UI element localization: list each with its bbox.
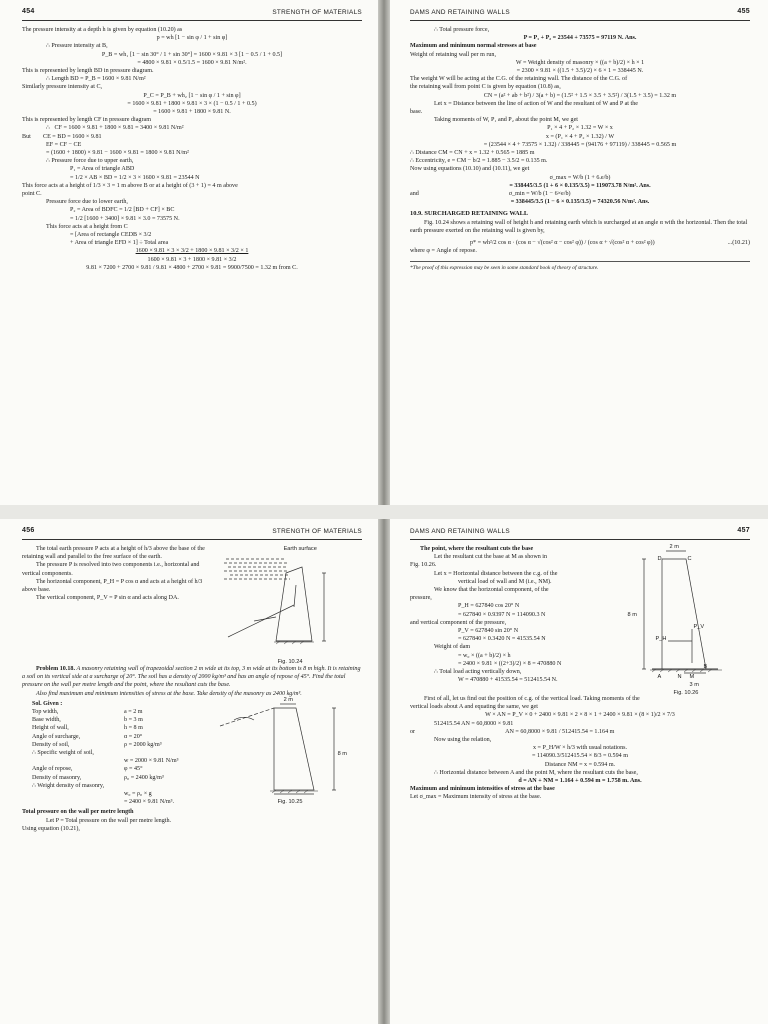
given-label: Density of soil, bbox=[32, 741, 70, 748]
running-header bbox=[22, 8, 362, 21]
equation bbox=[410, 190, 750, 198]
given-row bbox=[22, 765, 208, 773]
given-value: a = 2 m bbox=[124, 709, 143, 716]
text-line: Let the resultant cut the base at M as shown in bbox=[434, 554, 548, 561]
equation-text: CF = 1600 × 9.81 + 1800 × 9.81 = 3400 × 9.81 N/m² bbox=[54, 125, 184, 132]
paragraph: The vertical component, P_V = P sin α and acts along DA. bbox=[36, 595, 179, 602]
equation: = [Area of rectangle CEDB × 3/2 bbox=[70, 232, 152, 239]
equation: P_B = wh₁ [1 − sin 30° / 1 + sin 30°] = 1600 × 9.81 × 3 [1 − 0.5 / 1 + 0.5] bbox=[101, 51, 283, 58]
text-line: Weight of retaining wall per m run, bbox=[410, 51, 496, 58]
problem-statement bbox=[22, 665, 362, 690]
problem-text: A masonry retaining wall of trapezoidal section 2 m wide at its top, 3 m wide at its bottom is 8 m high. It is retaining a soil on its vertical side at a surcharge of 20°. The soil has a density of 2000 kg/m³ and has an angle of repose of 45°. Find the total pressure on the wall per metre length and the point, where the resultant cuts the base. bbox=[22, 666, 361, 689]
given-value: α = 20° bbox=[124, 733, 143, 740]
equation: = 627840 × 0.9397 N = 114090.3 N bbox=[458, 611, 546, 618]
footnote: *The proof of this expression may be seen in some standard book of theory of structure. bbox=[410, 261, 750, 272]
top-width-label: 2 m bbox=[283, 696, 293, 703]
retaining-wall-diagram bbox=[214, 545, 354, 657]
text-line: Using equation (10.21), bbox=[22, 825, 80, 832]
text-line: the retaining wall from point C is given by equation (10.8) as, bbox=[410, 84, 561, 91]
equation: = 2300 × 9.81 × ((1.5 + 3.5)/2) × 6 × 1 = 338445 N. bbox=[516, 68, 644, 75]
equation: CN = (a² + ab + b²) / 3(a + b) = (1.5² + 1.5 × 3.5 + 3.5²) / 3(1.5 + 3.5) = 1.32 m bbox=[483, 92, 677, 99]
given-label bbox=[32, 798, 124, 806]
height-label: 8 m bbox=[337, 750, 347, 757]
page-number: 457 bbox=[737, 527, 750, 534]
fig-label: P_H bbox=[655, 636, 667, 642]
text-line: Let x = Distance between the line of action of W and the resultant of W and P at the bbox=[434, 100, 638, 107]
equation bbox=[22, 133, 362, 141]
solution-label: Sol. Given : bbox=[32, 700, 63, 707]
paragraph: Fig. 10.24 shows a retaining wall of height h and retaining earth which is surcharged at an angle α with the horizontal. Then the total earth pressure exerted on the retaining wall is given by, bbox=[410, 219, 748, 234]
fig-label: B bbox=[703, 664, 708, 670]
equation: Distance NM = x = 0.594 m. bbox=[544, 761, 616, 768]
header-title: STRENGTH OF MATERIALS bbox=[272, 528, 362, 535]
text-line: ∴ Total load acting vertically down, bbox=[434, 669, 522, 676]
header-title: DAMS AND RETAINING WALLS bbox=[410, 528, 510, 535]
text-line: Weight of dam bbox=[434, 644, 471, 651]
page-457 bbox=[388, 519, 768, 1024]
therefore-symbol: ∴ bbox=[46, 125, 50, 132]
equation: = 1600 × 9.81 + 1800 × 9.81 N. bbox=[153, 109, 231, 116]
text-line: point C. bbox=[22, 191, 42, 198]
equation: = 627840 × 0.3420 N = 41535.54 N bbox=[458, 636, 546, 643]
equation: EF = CF − CE bbox=[46, 141, 82, 148]
figure-label: Earth surface bbox=[283, 546, 317, 552]
equation bbox=[22, 124, 362, 132]
text-line: vertical load of wall and M (i.e., NM). bbox=[458, 578, 552, 585]
text-line: Now using the relation, bbox=[434, 737, 492, 744]
text-line: The pressure intensity at a depth h is given by equation (10.20) as bbox=[22, 27, 183, 33]
equation: p = wh [1 − sin φ / 1 + sin φ] bbox=[156, 35, 228, 42]
subheading: Maximum and minimum normal stresses at base bbox=[410, 43, 537, 50]
text-line: ∴ Total pressure force, bbox=[434, 27, 490, 33]
equation: P_H = 627840 cos 20° N bbox=[458, 603, 520, 610]
equation: 512415.54 AN = 60,8000 × 9.81 bbox=[434, 720, 514, 727]
equation-text: σ_min = W/b (1 − 6×e/b) bbox=[508, 191, 571, 198]
equation: = 1/2 [1600 + 3400] × 9.81 × 3.0 = 73575 N. bbox=[70, 215, 180, 222]
figure-caption: Fig. 10.25 bbox=[277, 798, 303, 805]
given-value: ρ = 2000 kg/m³ bbox=[124, 741, 162, 748]
equation: W × AN = P_V × 0 + 2400 × 9.81 × 2 × 8 × 1 + 2400 × 9.81 × (8 × 1)/2 × 7/3 bbox=[485, 712, 675, 719]
fig-label: A bbox=[657, 674, 662, 680]
header-title: STRENGTH OF MATERIALS bbox=[272, 9, 362, 16]
given-value: w₀ = ρ₀ × g bbox=[124, 791, 152, 798]
equation: x = P_H/W × h/3 with usual notations. bbox=[532, 745, 628, 752]
equation: + Area of triangle EFD × 1] ÷ Total area bbox=[70, 240, 169, 247]
given-value: h = 8 m bbox=[124, 725, 143, 732]
given-row bbox=[22, 782, 208, 790]
equation: W = 470880 + 41535.54 = 512415.54 N. bbox=[458, 677, 558, 684]
paragraph: The horizontal component, P_H = P cos α and acts at a height of h/3 above base. bbox=[22, 578, 203, 594]
page-455 bbox=[388, 0, 768, 505]
text-line: First of all, let us find out the position of c.g. of the vertical load. Taking moments of the bbox=[424, 696, 640, 702]
equation: = w₀ × ((a + b)/2) × h bbox=[458, 652, 511, 659]
subheading: Maximum and minimum intensities of stress at the base bbox=[410, 786, 555, 793]
upper-block bbox=[410, 545, 750, 695]
equation: P₁ = Area of triangle ABD bbox=[70, 166, 135, 173]
equation: = 338445/3.5 (1 + 6 × 0.135/3.5) = 119073.78 N/m². Ans. bbox=[509, 182, 651, 189]
intro-block bbox=[22, 545, 362, 665]
equation: P₂ = Area of BDFC = 1/2 [BD + CF] × BC bbox=[70, 207, 175, 214]
given-row bbox=[22, 774, 208, 782]
but-label: But bbox=[22, 133, 31, 140]
given-label: ∴ Specific weight of soil, bbox=[32, 750, 94, 757]
page-body bbox=[410, 545, 750, 1018]
fig-label: M bbox=[689, 674, 695, 680]
equation: = 1600 × 9.81 + 1800 × 9.81 × 3 × (1 − 0.5 / 1 + 0.5) bbox=[127, 100, 257, 107]
equation: P = P₁ + P₂ = 23544 + 73575 = 97119 N. Ans. bbox=[523, 35, 637, 42]
text-line: base. bbox=[410, 109, 423, 116]
given-label: ∴ Weight density of masonry, bbox=[32, 782, 105, 789]
dam-resultant-diagram bbox=[622, 545, 750, 695]
fig-label: N bbox=[677, 674, 682, 680]
given-row bbox=[22, 724, 208, 732]
given-block bbox=[22, 696, 362, 807]
equation bbox=[410, 239, 750, 247]
or-label: or bbox=[410, 728, 416, 735]
text-line: Pressure force due to lower earth, bbox=[46, 199, 128, 206]
equation: ∴ Distance CM = CN + x = 1.32 + 0.565 = 1885 m bbox=[410, 150, 535, 157]
text-line: where φ = Angle of repose. bbox=[410, 248, 477, 255]
equation: = 338445/3.5 (1 − 6 × 0.135/3.5) = 74320.56 N/m². Ans. bbox=[510, 199, 650, 206]
equation-text: AN = 60,8000 × 9.81 / 512415.54 = 1.164 m bbox=[505, 728, 615, 735]
page-number: 454 bbox=[22, 8, 35, 15]
fig-label: D bbox=[657, 556, 662, 562]
given-row bbox=[22, 790, 208, 798]
page-body bbox=[22, 26, 362, 499]
equation: d = AN + NM = 1.164 + 0.594 m = 1.758 m. Ans. bbox=[518, 778, 642, 785]
equation: = 1/2 × AB × BD = 1/2 × 3 × 1600 × 9.81 = 23544 N bbox=[70, 174, 200, 181]
text-line: ∴ Pressure force due to upper earth, bbox=[46, 158, 134, 165]
page-body bbox=[410, 26, 750, 499]
fig-label: P_V bbox=[693, 624, 705, 630]
given-row bbox=[22, 757, 208, 765]
equation: = (1600 + 1800) × 9.81 − 1600 × 9.81 = 1800 × 9.81 N/m² bbox=[46, 150, 189, 157]
text-line: ∴ Pressure intensity at B, bbox=[46, 43, 108, 50]
text-line: ∴ Length BD = P_B = 1600 × 9.81 N/m² bbox=[46, 76, 146, 83]
given-label: Top width, bbox=[32, 709, 59, 716]
given-label bbox=[32, 757, 124, 765]
given-label: Density of masonry, bbox=[32, 774, 82, 781]
given-value: φ = 45° bbox=[124, 766, 143, 773]
text-line: pressure, bbox=[410, 595, 432, 602]
text-line: Fig. 10.26. bbox=[410, 562, 437, 569]
subheading: Total pressure on the wall per metre length bbox=[22, 809, 134, 816]
equation: P_C = P_B + wh₂ [1 − sin φ / 1 + sin φ] bbox=[143, 92, 241, 99]
running-header bbox=[410, 8, 750, 21]
scan-separator bbox=[0, 505, 768, 519]
equation: P₁ × 4 + P₂ × 1.32 = W × x bbox=[547, 125, 613, 132]
given-row bbox=[22, 733, 208, 741]
page-number: 455 bbox=[737, 8, 750, 15]
problem-text: Also find maximum and minimum intensities of stress at the base. Take density of the masonry as 2400 kg/m³. bbox=[36, 690, 302, 697]
equation: 1600 × 9.81 × 3 × 3/2 + 1800 × 9.81 × 3/2 × 1 bbox=[135, 248, 249, 255]
fig-label: 2 m bbox=[669, 544, 679, 550]
and-label: and bbox=[410, 191, 419, 198]
text-line: This is represented by length CF in pressure diagram bbox=[22, 117, 151, 124]
figure-caption: Fig. 10.24 bbox=[277, 659, 303, 665]
trapezoidal-wall-diagram bbox=[214, 700, 354, 800]
figure-10-25 bbox=[214, 696, 362, 807]
given-label: Base width, bbox=[32, 717, 61, 724]
text-line: Taking moments of W, P₁ and P₂ about the point M, we get bbox=[434, 117, 578, 124]
equation: = 4800 × 9.81 × 0.5/1.5 = 1600 × 9.81 N/m². bbox=[137, 59, 247, 66]
figure-10-26 bbox=[622, 545, 750, 695]
equation: = 114090.3/512415.54 × 8/3 = 0.594 m bbox=[532, 753, 628, 760]
given-value: = 2400 × 9.81 N/m³. bbox=[124, 799, 175, 806]
text-line: The weight W will be acting at the C.G. of the retaining wall. The distance of the C.G. of bbox=[410, 76, 628, 83]
equation-number: ...(10.21) bbox=[727, 240, 750, 247]
paragraph: The pressure P is resolved into two components i.e., horizontal and vertical components. bbox=[22, 562, 200, 577]
equation: = 2400 × 9.81 × ((2+3)/2) × 8 = 470880 N bbox=[458, 660, 562, 667]
section-heading: 10.9. SURCHARGED RETAINING WALL bbox=[410, 210, 529, 218]
given-row bbox=[22, 798, 208, 806]
text-line: vertical loads about A and equating the same, we get bbox=[410, 704, 538, 711]
page-456 bbox=[0, 519, 380, 1024]
given-row bbox=[22, 741, 208, 749]
equation bbox=[410, 728, 750, 736]
upper-text bbox=[410, 545, 616, 695]
equation: x = (P₁ × 4 + P₂ × 1.32) / W bbox=[545, 133, 615, 140]
equation: P_V = 627840 sin 20° N bbox=[458, 628, 519, 635]
text-line: This is represented by length BD in pressure diagram. bbox=[22, 68, 154, 75]
given-list bbox=[22, 700, 208, 807]
equation: 9.81 × 7200 + 2700 × 9.81 / 9.81 × 4800 + 2700 × 9.81 = 9900/7500 = 1.32 m from C. bbox=[86, 264, 298, 271]
given-rows bbox=[22, 708, 208, 806]
given-row bbox=[22, 708, 208, 716]
given-value: b = 3 m bbox=[124, 717, 143, 724]
text-line: Now using equations (10.10) and (10.11), we get bbox=[410, 166, 530, 173]
given-label bbox=[32, 790, 124, 798]
text-line: and vertical component of the pressure, bbox=[410, 619, 507, 626]
text-line: This force acts at a height from C bbox=[46, 223, 128, 230]
text-line: We know that the horizontal component, of the bbox=[434, 587, 549, 594]
equation: 1600 × 9.81 × 3 + 1800 × 9.81 × 3/2 bbox=[147, 256, 237, 263]
fig-label: C bbox=[687, 556, 692, 562]
formula-text: p* = wh²/2 cos α · (cos α − √(cos² α − cos² φ)) / (cos α + √(cos² α + cos² φ)) bbox=[470, 240, 655, 247]
equation: σ_max = W/b (1 + 6.e/b) bbox=[549, 174, 611, 181]
paragraph: The total earth pressure P acts at a height of h/3 above the base of the retaining wall and parallel to the free surface of the earth. bbox=[22, 546, 205, 561]
figure-10-24 bbox=[214, 545, 362, 665]
given-row bbox=[22, 716, 208, 724]
fig-label: 8 m bbox=[627, 612, 637, 618]
subheading: The point, where the resultant cuts the base bbox=[420, 546, 534, 552]
given-row bbox=[22, 749, 208, 757]
text-line: ∴ Horizontal distance between A and the point M, where the resultant cuts the base, bbox=[434, 769, 638, 776]
given-label: Angle of repose, bbox=[32, 766, 73, 773]
running-header bbox=[410, 527, 750, 540]
equation: W = Weight density of masonry × ((a + b)/2) × h × 1 bbox=[515, 59, 645, 66]
running-header bbox=[22, 527, 362, 540]
page-body bbox=[22, 545, 362, 1018]
page-number: 456 bbox=[22, 527, 35, 534]
figure-caption: Fig. 10.26 bbox=[673, 690, 699, 696]
problem-number: Problem 10.18. bbox=[36, 666, 75, 672]
text-line: Let σ_max = Maximum intensity of stress at the base. bbox=[410, 794, 542, 801]
text-line: Let x = Horizontal distance between the c.g. of the bbox=[434, 570, 558, 577]
page-454 bbox=[0, 0, 380, 505]
intro-text bbox=[22, 545, 208, 657]
given-value: w = 2000 × 9.81 N/m³ bbox=[124, 758, 179, 765]
equation-text: CE = BD = 1600 × 9.81 bbox=[43, 133, 102, 140]
equation: = (23544 × 4 + 73575 × 1.32) / 338445 = (94176 + 97119) / 338445 = 0.565 m bbox=[483, 141, 677, 148]
header-title: DAMS AND RETAINING WALLS bbox=[410, 9, 510, 16]
text-line: Similarly pressure intensity at C, bbox=[22, 84, 103, 91]
text-line: This force acts at a height of 1/3 × 3 = 1 m above B or at a height of (3 + 1) = 4 m above bbox=[22, 182, 238, 189]
given-label: Height of wall, bbox=[32, 725, 69, 732]
given-label: Angle of surcharge, bbox=[32, 733, 81, 740]
given-value: ρ₀ = 2400 kg/m³ bbox=[124, 774, 164, 781]
text-line: Let P = Total pressure on the wall per metre length. bbox=[46, 817, 172, 824]
fig-label: 3 m bbox=[689, 682, 699, 688]
equation: ∴ Eccentricity, e = CM − b/2 = 1.885 − 3.5/2 = 0.135 m. bbox=[410, 158, 548, 165]
